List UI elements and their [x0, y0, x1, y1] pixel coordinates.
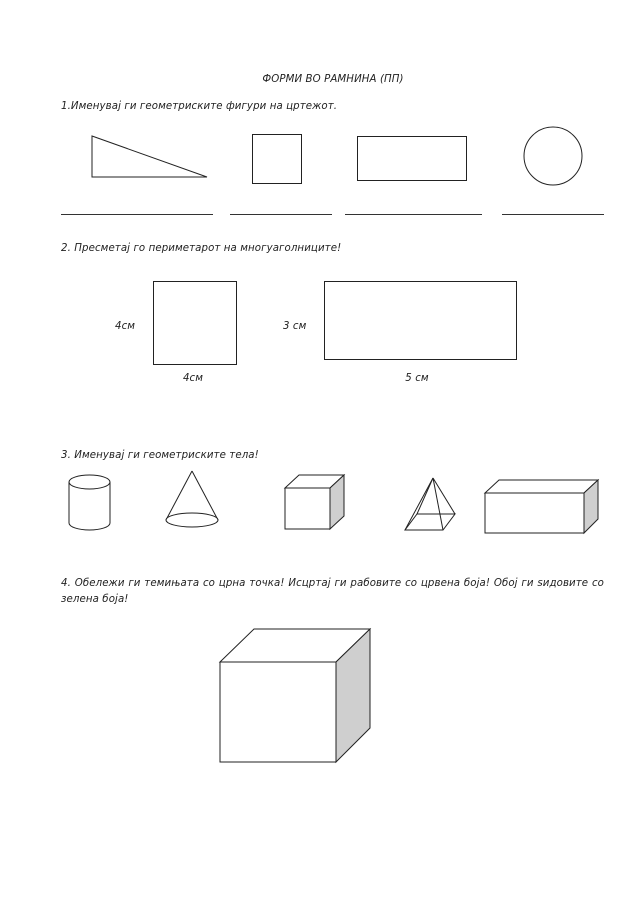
cube-icon	[284, 474, 346, 532]
square-figure	[153, 281, 238, 366]
rectangle-bottom-label: 5 см	[405, 373, 429, 384]
large-cube-figure[interactable]	[219, 628, 372, 764]
answer-line-4[interactable]	[502, 214, 604, 215]
task4-instruction: 4. Обележи ги темињата со црна точка! Исцртај ги рабовите со црвена боја! Обој ги ѕидовите со зелена боја!	[61, 578, 604, 605]
answer-line-3[interactable]	[345, 214, 482, 215]
triangle-icon	[91, 135, 209, 179]
page-title: ФОРМИ ВО РАМНИНА (ПП)	[262, 74, 404, 85]
circle-icon	[522, 125, 584, 187]
cuboid-icon	[484, 479, 600, 535]
answer-line-2[interactable]	[230, 214, 332, 215]
square-bottom-label: 4см	[182, 373, 204, 384]
rectangle-icon	[357, 136, 468, 182]
square-side-label: 4см	[115, 321, 136, 332]
cylinder-icon	[68, 474, 112, 532]
cone-icon	[164, 470, 220, 530]
task3-instruction: 3. Именувај ги геометриските тела!	[61, 450, 259, 461]
square-icon	[252, 134, 303, 185]
task1-instruction: 1.Именувај ги геометриските фигури на цртежот.	[61, 101, 338, 112]
task2-instruction: 2. Пресметај го периметарот на многуаголниците!	[61, 243, 342, 254]
answer-line-1[interactable]	[61, 214, 213, 215]
rectangle-side-label: 3 см	[283, 321, 307, 332]
rectangle-figure	[324, 281, 518, 361]
pyramid-icon	[403, 476, 459, 533]
